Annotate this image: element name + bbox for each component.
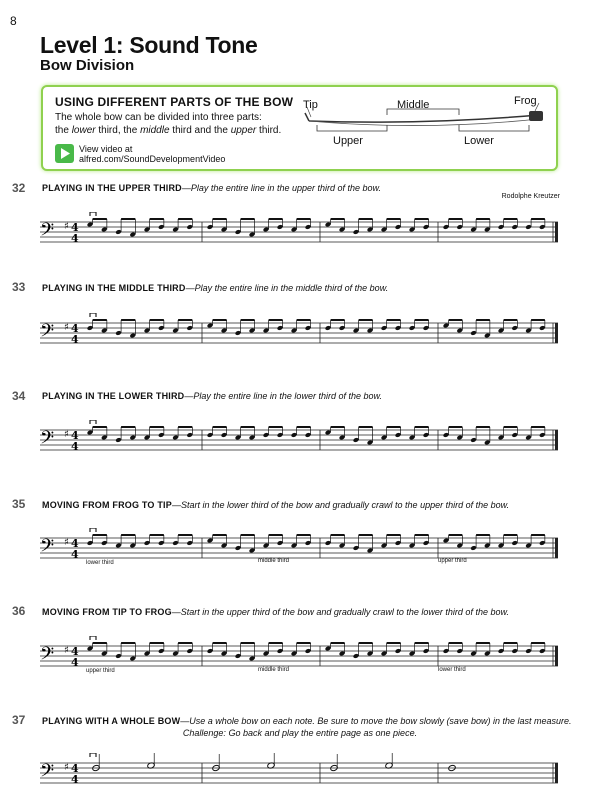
bow-zone-label: middle third xyxy=(258,558,290,564)
exercise-35-title: MOVING FROM FROG TO TIP—Start in the lower third of the bow and gradually crawl to the upper third of the bow. xyxy=(42,500,510,510)
bass-clef-icon: 𝄢 xyxy=(40,220,55,245)
bow-zone-label: lower third xyxy=(86,560,114,566)
callout-heading: USING DIFFERENT PARTS OF THE BOW xyxy=(55,95,294,109)
time-signature-bottom: 4 xyxy=(71,656,79,669)
exercise-35-staff xyxy=(40,528,558,568)
time-signature-bottom: 4 xyxy=(71,232,79,245)
exercise-37-number: 37 xyxy=(12,713,26,727)
exercise-32-number: 32 xyxy=(12,181,26,195)
bow-zone-label: middle third xyxy=(258,667,290,673)
page-title: Level 1: Sound Tone xyxy=(40,32,258,58)
time-signature-top: 4 xyxy=(71,537,79,550)
exercise-36-staff xyxy=(40,636,558,676)
callout-text-line-1: The whole bow can be divided into three parts: xyxy=(55,112,262,123)
exercise-34-title: PLAYING IN THE LOWER THIRD—Play the entire line in the lower third of the bow. xyxy=(42,391,382,401)
exercise-35-number: 35 xyxy=(12,497,26,511)
exercise-37-title: PLAYING WITH A WHOLE BOW—Use a whole bow on each note. Be sure to move the bow slowly (save bow) in the last measure. xyxy=(42,716,572,726)
exercise-37-challenge: Challenge: Go back and play the entire page as one piece. xyxy=(182,728,418,738)
final-barline-thick xyxy=(555,646,558,666)
exercise-33-number: 33 xyxy=(12,280,26,294)
exercise-34-number: 34 xyxy=(12,389,26,403)
frog-label: Frog xyxy=(514,95,537,107)
sharp-icon: ♯ xyxy=(64,645,69,656)
bass-clef-icon: 𝄢 xyxy=(40,644,55,669)
upper-emphasis: upper xyxy=(230,125,257,136)
middle-emphasis: middle xyxy=(140,125,170,136)
exercise-36-number: 36 xyxy=(12,604,26,618)
final-barline-thick xyxy=(555,763,558,783)
final-barline-thick xyxy=(555,222,558,242)
exercise-37-staff xyxy=(40,753,558,793)
bow-parts-callout xyxy=(41,85,558,171)
final-barline-thick xyxy=(555,323,558,343)
time-signature-top: 4 xyxy=(71,429,79,442)
down-bow-icon xyxy=(90,212,96,216)
sharp-icon: ♯ xyxy=(64,221,69,232)
bow-zone-label: upper third xyxy=(86,668,115,674)
down-bow-icon xyxy=(90,636,96,640)
time-signature-top: 4 xyxy=(71,762,79,775)
lower-label: Lower xyxy=(464,135,494,147)
time-signature-bottom: 4 xyxy=(71,333,79,346)
bass-clef-icon: 𝄢 xyxy=(40,761,55,786)
time-signature-bottom: 4 xyxy=(71,440,79,453)
sharp-icon: ♯ xyxy=(64,762,69,773)
down-bow-icon xyxy=(90,528,96,532)
final-barline-thick xyxy=(555,430,558,450)
exercise-33-staff xyxy=(40,313,558,353)
time-signature-bottom: 4 xyxy=(71,773,79,786)
bow-zone-label: lower third xyxy=(438,667,466,673)
down-bow-icon xyxy=(90,753,96,757)
bass-clef-icon: 𝄢 xyxy=(40,536,55,561)
middle-label: Middle xyxy=(397,99,430,111)
upper-label: Upper xyxy=(333,135,363,147)
exercise-32-staff xyxy=(40,212,558,252)
page-subtitle: Bow Division xyxy=(40,57,135,74)
final-barline-thick xyxy=(555,538,558,558)
bow-zone-label: upper third xyxy=(438,558,467,564)
sharp-icon: ♯ xyxy=(64,322,69,333)
exercise-36-title: MOVING FROM TIP TO FROG—Start in the upper third of the bow and gradually crawl to the lower third of the bow. xyxy=(42,607,509,617)
bass-clef-icon: 𝄢 xyxy=(40,321,55,346)
time-signature-top: 4 xyxy=(71,645,79,658)
page-number: 8 xyxy=(10,14,17,28)
time-signature-top: 4 xyxy=(71,221,79,234)
lower-emphasis: lower xyxy=(71,125,96,136)
exercise-33-title: PLAYING IN THE MIDDLE THIRD—Play the entire line in the middle third of the bow. xyxy=(42,283,389,293)
composer-credit: Rodolphe Kreutzer xyxy=(501,193,560,200)
down-bow-icon xyxy=(90,420,96,424)
sharp-icon: ♯ xyxy=(64,429,69,440)
time-signature-top: 4 xyxy=(71,322,79,335)
time-signature-bottom: 4 xyxy=(71,548,79,561)
video-link-line-1: View video at xyxy=(79,144,133,154)
sharp-icon: ♯ xyxy=(64,537,69,548)
exercise-32-title: PLAYING IN THE UPPER THIRD—Play the entire line in the upper third of the bow. xyxy=(42,183,382,193)
tip-label: Tip xyxy=(303,99,318,111)
video-link-url[interactable]: alfred.com/SoundDevelopmentVideo xyxy=(79,154,226,164)
callout-text-line-2: the lower third, the middle third and the upper third. xyxy=(55,125,282,136)
play-video-icon[interactable] xyxy=(55,144,74,163)
exercise-34-staff xyxy=(40,420,558,460)
down-bow-icon xyxy=(90,313,96,317)
bass-clef-icon: 𝄢 xyxy=(40,428,55,453)
